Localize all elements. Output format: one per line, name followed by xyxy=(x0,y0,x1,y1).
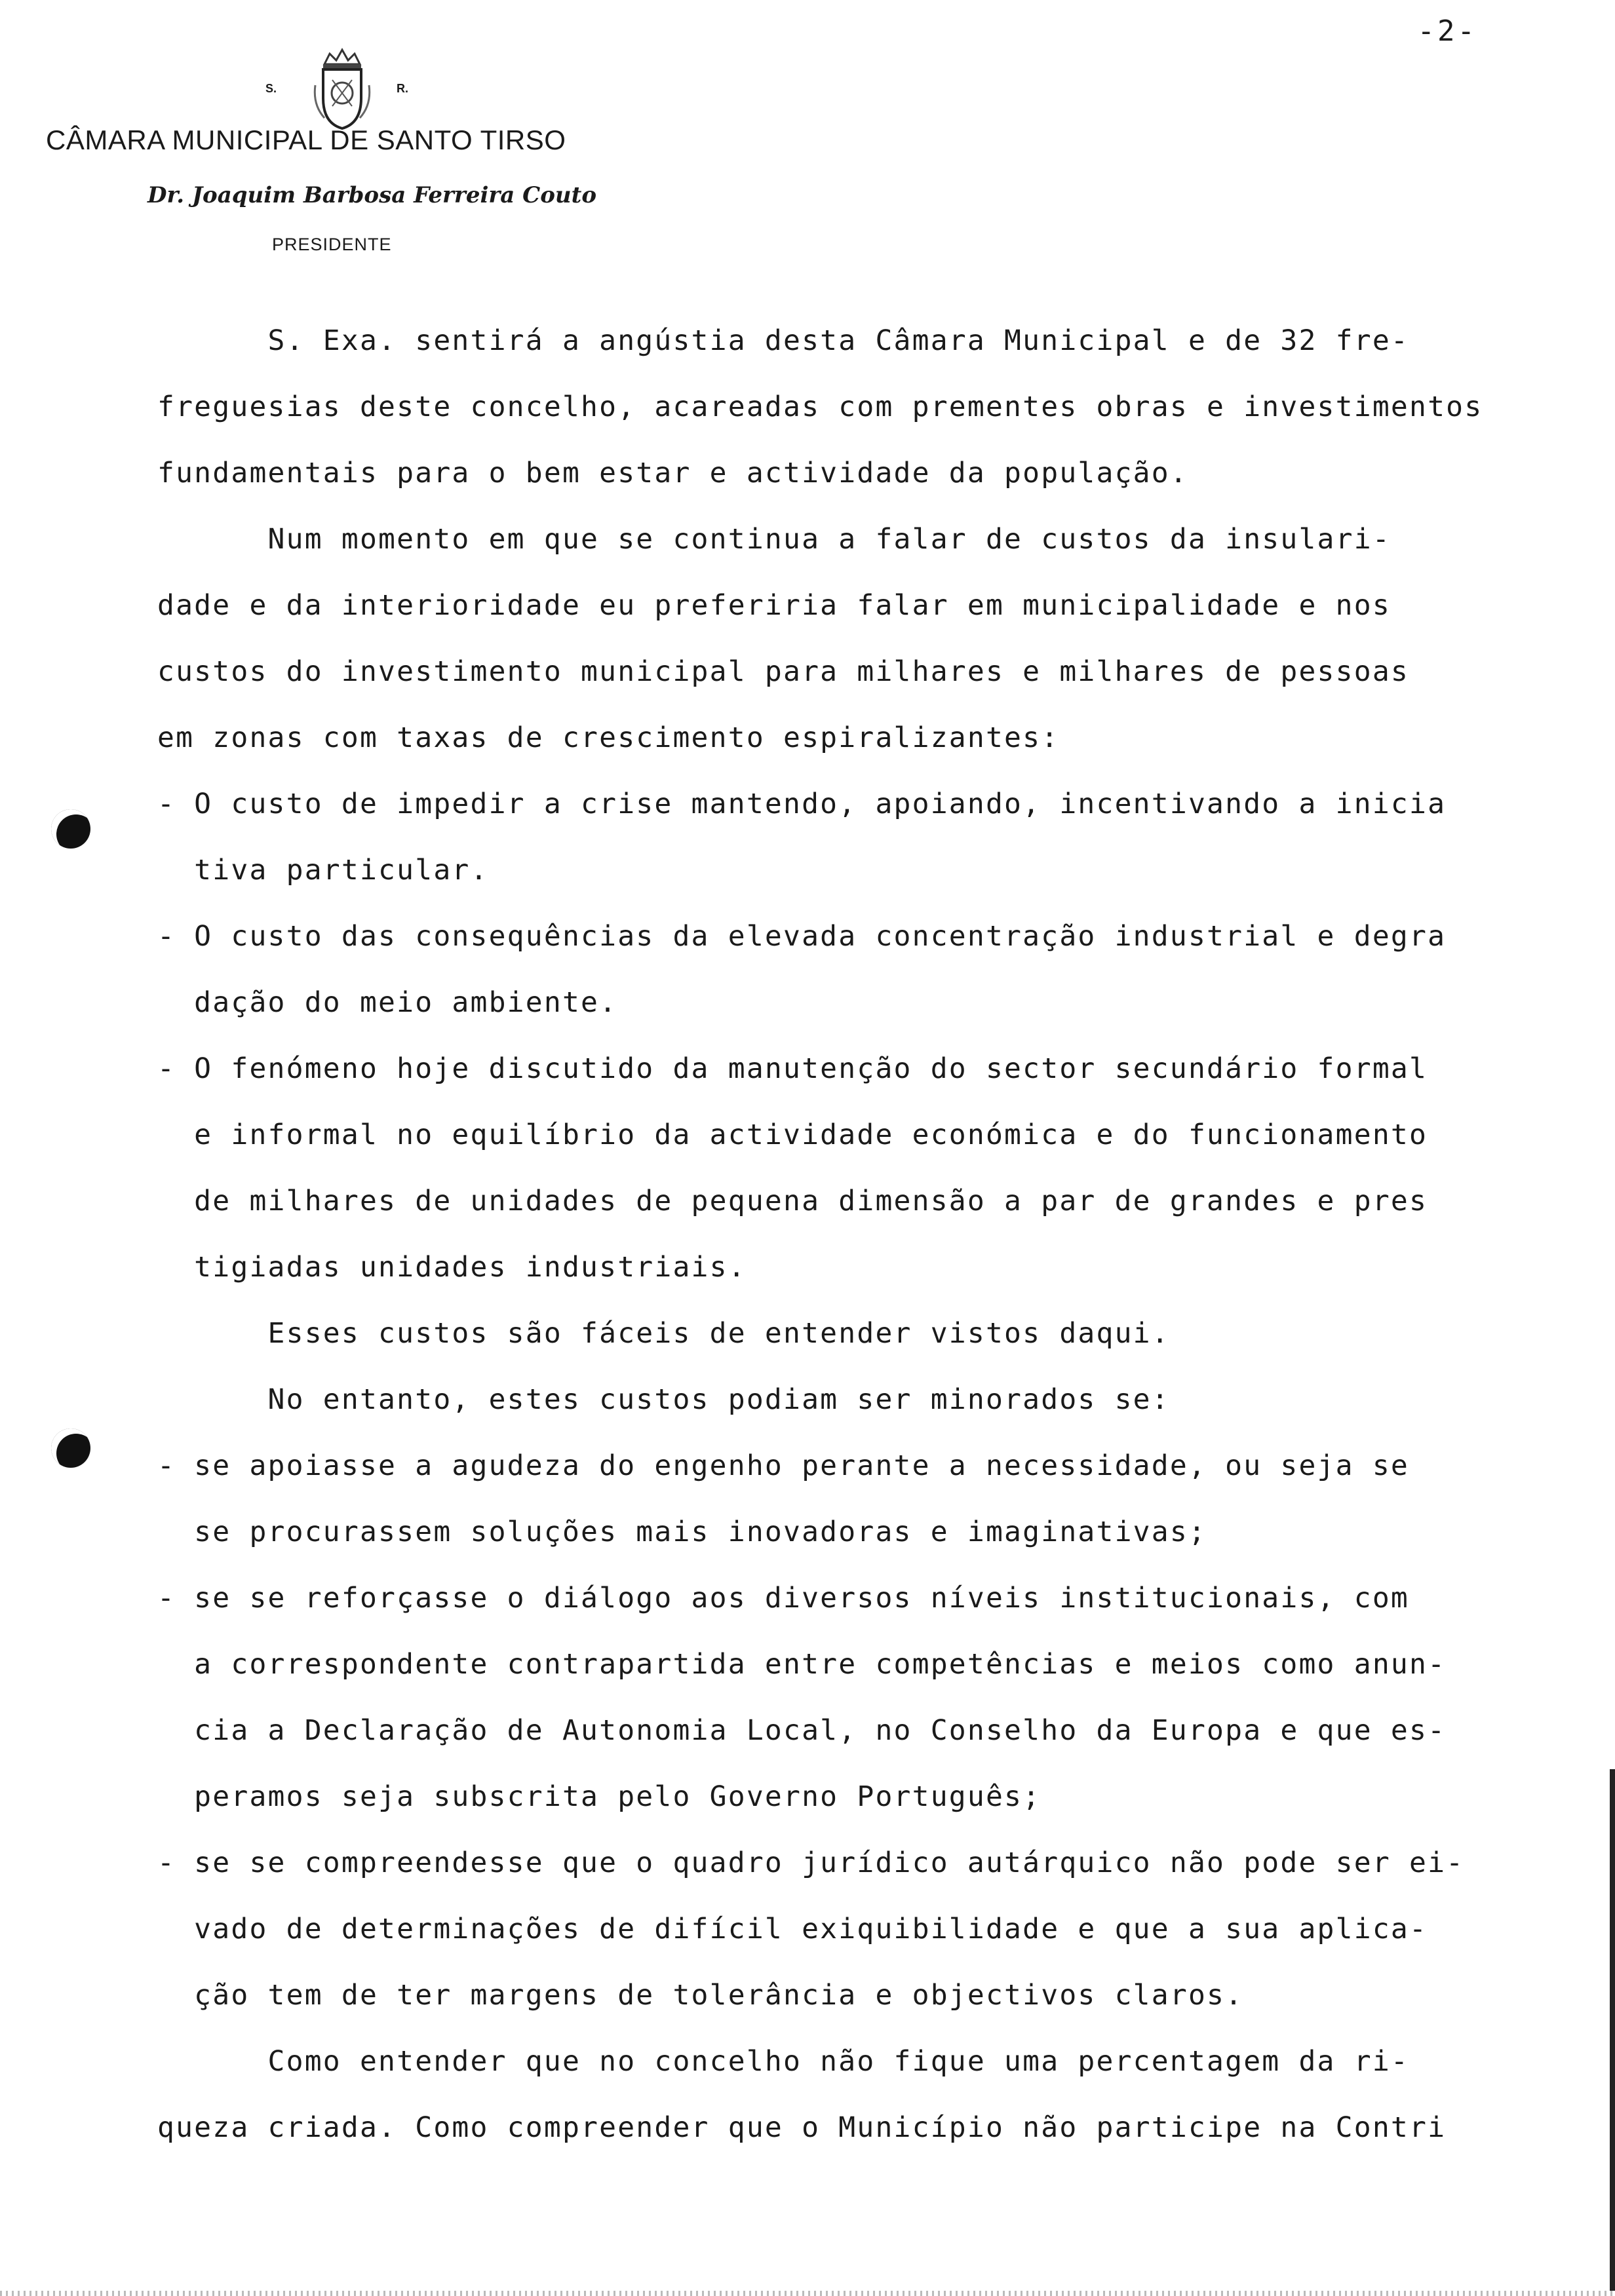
scan-bottom-noise xyxy=(0,2291,1615,2296)
text-line: dade e da interioridade eu preferiria falar em municipalidade e nos xyxy=(157,589,1391,622)
text-line: - O custo de impedir a crise mantendo, apoiando, incentivando a inicia xyxy=(157,788,1447,820)
text-line: se procurassem soluções mais inovadoras e imaginativas; xyxy=(157,1516,1207,1548)
text-line: - O custo das consequências da elevada concentração industrial e degra xyxy=(157,920,1447,953)
letter-body xyxy=(157,308,1521,2161)
text-line: freguesias deste concelho, acareadas com prementes obras e investimentos xyxy=(157,391,1483,423)
text-line: fundamentais para o bem estar e actividade da população. xyxy=(157,457,1188,489)
letterhead xyxy=(46,26,636,262)
text-line: em zonas com taxas de crescimento espiralizantes: xyxy=(157,721,1060,754)
text-line: ção tem de ter margens de tolerância e objectivos claros. xyxy=(157,1979,1244,2012)
text-line: queza criada. Como compreender que o Município não participe na Contri xyxy=(157,2111,1447,2144)
text-line: No entanto, estes custos podiam ser minorados se: xyxy=(157,1383,1170,1416)
text-line: peramos seja subscrita pelo Governo Português; xyxy=(157,1780,1041,1813)
text-line: vado de determinações de difícil exiquibilidade e que a sua aplica- xyxy=(157,1913,1428,1945)
text-line: - O fenómeno hoje discutido da manutenção do sector secundário formal xyxy=(157,1052,1428,1085)
text-line: dação do meio ambiente. xyxy=(157,986,618,1019)
text-line: custos do investimento municipal para milhares e milhares de pessoas xyxy=(157,655,1409,688)
text-line: tigiadas unidades industriais. xyxy=(157,1251,747,1284)
text-line: tiva particular. xyxy=(157,854,489,887)
hole-punch-mark xyxy=(51,809,90,849)
text-line: Como entender que no concelho não fique uma percentagem da ri- xyxy=(157,2045,1409,2078)
hole-punch-mark xyxy=(51,1428,90,1468)
text-line: - se apoiasse a agudeza do engenho perante a necessidade, ou seja se xyxy=(157,1449,1409,1482)
text-line: Num momento em que se continua a falar de custos da insulari- xyxy=(157,523,1391,556)
president-title: PRESIDENTE xyxy=(272,235,392,254)
institution-name: CÂMARA MUNICIPAL DE SANTO TIRSO xyxy=(46,124,566,155)
text-line: e informal no equilíbrio da actividade económica e do funcionamento xyxy=(157,1119,1428,1151)
text-line: a correspondente contrapartida entre competências e meios como anun- xyxy=(157,1648,1447,1681)
municipal-seal-icon xyxy=(311,46,374,131)
text-line: S. Exa. sentirá a angústia desta Câmara Municipal e de 32 fre- xyxy=(157,324,1409,357)
seal-right-letter: R. xyxy=(397,82,408,95)
text-line: de milhares de unidades de pequena dimensão a par de grandes e pres xyxy=(157,1185,1428,1217)
text-line: - se se compreendesse que o quadro jurídico autárquico não pode ser ei- xyxy=(157,1846,1465,1879)
text-line: - se se reforçasse o diálogo aos diversos níveis institucionais, com xyxy=(157,1582,1409,1615)
president-name: Dr. Joaquim Barbosa Ferreira Couto xyxy=(147,182,597,208)
page-number: -2- xyxy=(1417,14,1477,48)
seal-left-letter: S. xyxy=(265,82,277,95)
text-line: Esses custos são fáceis de entender vistos daqui. xyxy=(157,1317,1170,1350)
text-line: cia a Declaração de Autonomia Local, no Conselho da Europa e que es- xyxy=(157,1714,1447,1747)
scan-edge-mark xyxy=(1610,1769,1615,2293)
